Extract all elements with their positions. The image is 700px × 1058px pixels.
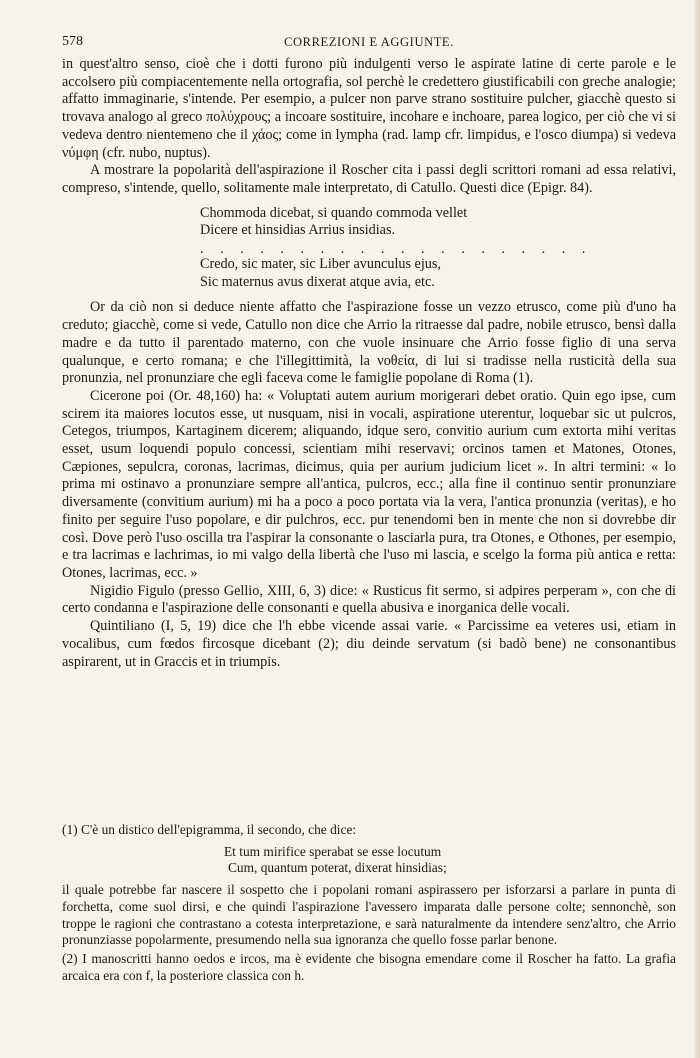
verse-line: Sic maternus avus dixerat atque avia, etc. [200,273,435,290]
verse-line: Chommoda dicebat, si quando commoda vellet [200,204,468,221]
paragraph: Or da ciò non si deduce niente affatto che l'aspirazione fosse un vezzo etrusco, come più d'uno ha creduto; giacchè, come si vede, Catullo non dice che Arrio la ritraesse dal padre, nobile etrusco, bensì dalla madre e da tutto il parentado materno, con che vuole insinuare che Arrio fosse figlio di una serva qualunque, e certo romana; e che l'illegittimità, la νοθεία, di lui si tradisse nella rusticità della sua pronunzia, nel pronunziare che egli faceva come le famiglie popolane di Roma (1). [62,299,676,387]
verse-line: Et tum mirifice sperabat se esse locutum [224,843,442,859]
verse-ellipsis: . . . . . . . . . . . . . . . . . . . . [200,241,592,258]
footnote-2: (2) I manoscritti hanno oedos e ircos, ma è evidente che bisogna emendare come il Roscher ha fatto. La grafia arcaica era con f, la posteriore classica con h. [62,950,676,983]
paragraph: Cicerone poi (Or. 48,160) ha: « Voluptati autem aurium morigerari debet oratio. Quin ego ipse, cum scirem ita maiores locutos esse, ut nusquam, nisi in vocali, aspiratione uterentur, loquebar sic ut pulcros, Cetegos, triumpos, Kartaginem dicerem; aliquando, idque sero, convitio aurium cum extorta mihi veritas esset, usum loquendi populo concessi, scientiam mihi reservavi; orcinos tamen et Matones, Otones, Cæpiones, sepulcra, coronas, lacrimas, dicimus, quia per aurium judicium licet ». In altri termini: « Io prima mi ostinavo a pronunziare sempre all'antica, pulcros, ecc.; alla fine il continuo sentir pronunziare diversamente (convitium aurium) mi ha a poco a poco portata via la vera, l'antica pronunzia (veritas), e ho finito per seguire l'uso popolare, e dir pulchros, ecc. pur tenendomi ben in mente che non si dovrebbe dir così. Dove però l'uso oscilla tra l'aspirar la consonante o lasciarla pura, tra Otones, e Othones, per esempio, e tra lacrimas e lachrimas, io mi valgo della libertà che l'uso mi lascia, e scelgo la forma più antica e retta: Otones, lacrimas, ecc. » [62,387,676,581]
page-number: 578 [62,34,83,49]
running-header [62,34,676,56]
paragraph: in quest'altro senso, cioè che i dotti furono più indulgenti verso le aspirate latine di certe parole e le accolsero più compiacentemente nella ortografia, sol perchè le credettero giustificabili con greche analogie; affatto immaginarie, s'intende. Per esempio, a pulcer non parve strano sostituire pulcher, giacchè questo si trovava analogo al greco πολύχρους; a incoare sostituire, incohare e inchoare, parea logico, per ciò che vi si vedeva dentro nientemeno che il χάος; come in lympha (rad. lamp cfr. limpidus, e l'osco diumpa) si vedeva νύμφη (cfr. nubo, nuptus). [62,56,676,161]
verse-line: Credo, sic mater, sic Liber avunculus ejus, [200,256,441,273]
page-binding-edge [694,0,700,1058]
footnotes [62,822,676,984]
page-body [62,34,676,671]
catullus-quotation [200,205,676,292]
running-title: CORREZIONI E AGGIUNTE. [284,35,454,49]
verse-line: Dicere et hinsidias Arrius insidias. [200,222,396,239]
paragraph: A mostrare la popolarità dell'aspirazione il Roscher cita i passi degli scrittori romani ad essa relativi, compreso, s'intende, quello, solitamente male interpretato, di Catullo. Questi dice (Epigr. 84). [62,162,676,196]
paragraph: Nigidio Figulo (presso Gellio, XIII, 6, 3) dice: « Rusticus fit sermo, si adpires perperam », con che di certo condanna e l'aspirazione delle consonanti e quella abusiva e inorganica delle vocali. [62,582,676,617]
paragraph: Quintiliano (I, 5, 19) dice che l'h ebbe vicende assai varie. « Parcissime ea veteres usi, etiam in vocalibus, cum fœdos fircosque dicebant (2); diu deinde servatum (si badò bene) ne consonantibus aspirarent, ut in Graccis et in triumpis. [62,618,676,670]
footnote-1-intro: (1) C'è un distico dell'epigramma, il secondo, che dice: [62,822,357,837]
footnote-1-continuation: il quale potrebbe far nascere il sospetto che i popolani romani aspirassero per isforzarsi a parlare in punta di forchetta, come suol dirsi, e che quindi l'aspirazione l'avessero imparata dalle persone colte; sennonchè, son troppe le ragioni che contrastano a cotesta interpretazione, e sarà naturalmente da intendere senz'altro, che Arrio pronunziasse popolarmente, presumendo nella sua ignoranza che quello fosse parlar benone. [62,882,676,948]
verse-line: Cum, quantum poterat, dixerat hinsidias; [228,860,447,876]
footnote-verse [224,844,676,877]
main-text [62,56,676,671]
